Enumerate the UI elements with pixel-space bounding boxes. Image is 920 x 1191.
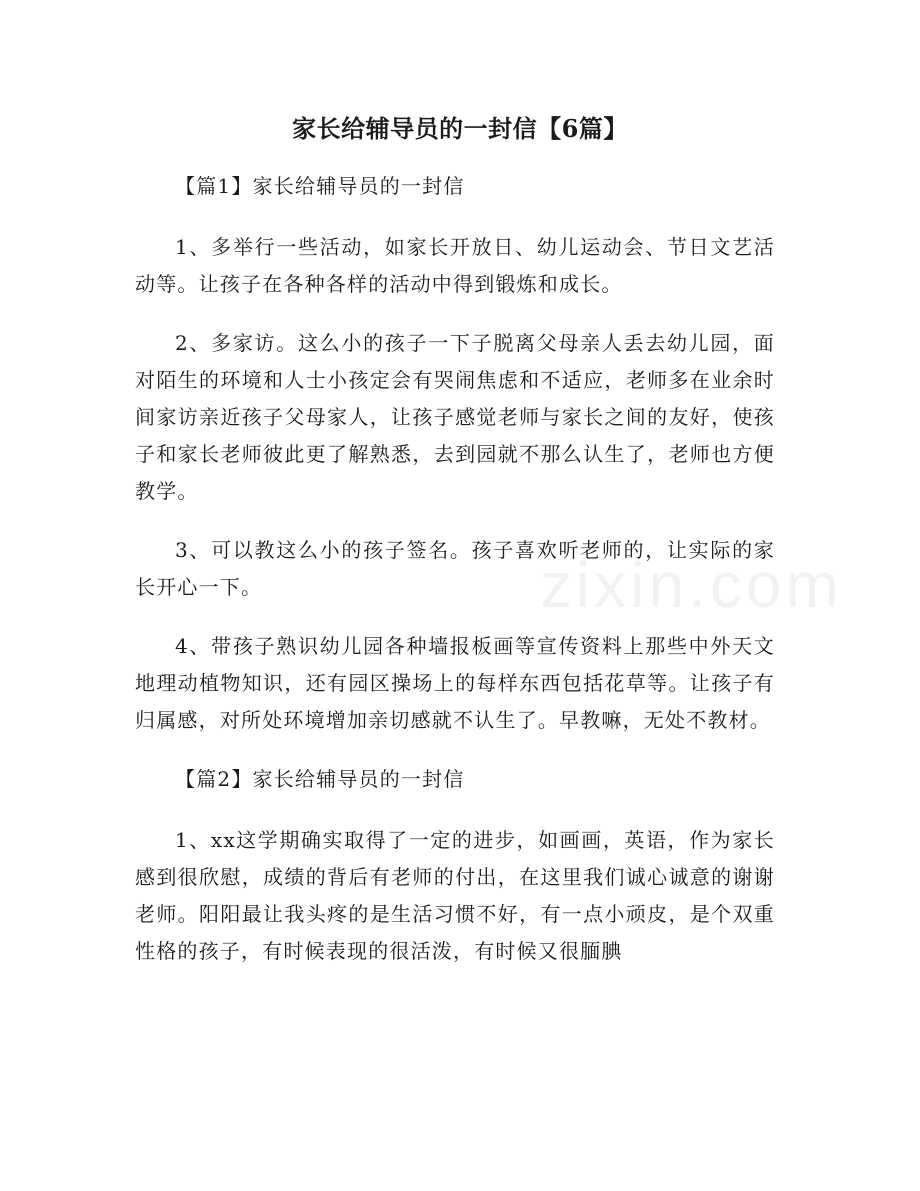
paragraph-1-1: 1、多举行一些活动，如家长开放日、幼儿运动会、节日文艺活动等。让孩子在各种各样的活动中得到锻炼和成长。 <box>135 235 775 296</box>
section-heading-2: 【篇2】家长给辅导员的一封信 <box>175 767 465 791</box>
paragraph-1-4: 4、带孩子熟识幼儿园各种墙报板画等宣传资料上那些中外天文地理动植物知识，还有园区操场上的每样东西包括花草等。让孩子有归属感，对所处环境增加亲切感就不认生了。早教嘛，无处不教材。 <box>135 634 775 732</box>
section-heading-1: 【篇1】家长给辅导员的一封信 <box>175 174 465 198</box>
watermark: zixin.com <box>540 549 843 621</box>
paragraph-2-1: 1、xx这学期确实取得了一定的进步，如画画，英语，作为家长感到很欣慰，成绩的背后有老师的付出，在这里我们诚心诚意的谢谢老师。阳阳最让我头疼的是生活习惯不好，有一点小顽皮，是个双重性格的孩子，有时候表现的很活泼，有时候又很腼腆 <box>135 828 775 963</box>
document-body <box>135 168 775 992</box>
document-title: 家长给辅导员的一封信【6篇】 <box>292 114 628 143</box>
paragraph-1-2: 2、多家访。这么小的孩子一下子脱离父母亲人丢去幼儿园，面对陌生的环境和人士小孩定会有哭闹焦虑和不适应，老师多在业余时间家访亲近孩子父母家人，让孩子感觉老师与家长之间的友好，使孩子和家长老师彼此更了解熟悉，去到园就不那么认生了，老师也方便教学。 <box>135 331 775 503</box>
paragraph-1-3: 3、可以教这么小的孩子签名。孩子喜欢听老师的，让实际的家长开心一下。 <box>135 538 775 599</box>
